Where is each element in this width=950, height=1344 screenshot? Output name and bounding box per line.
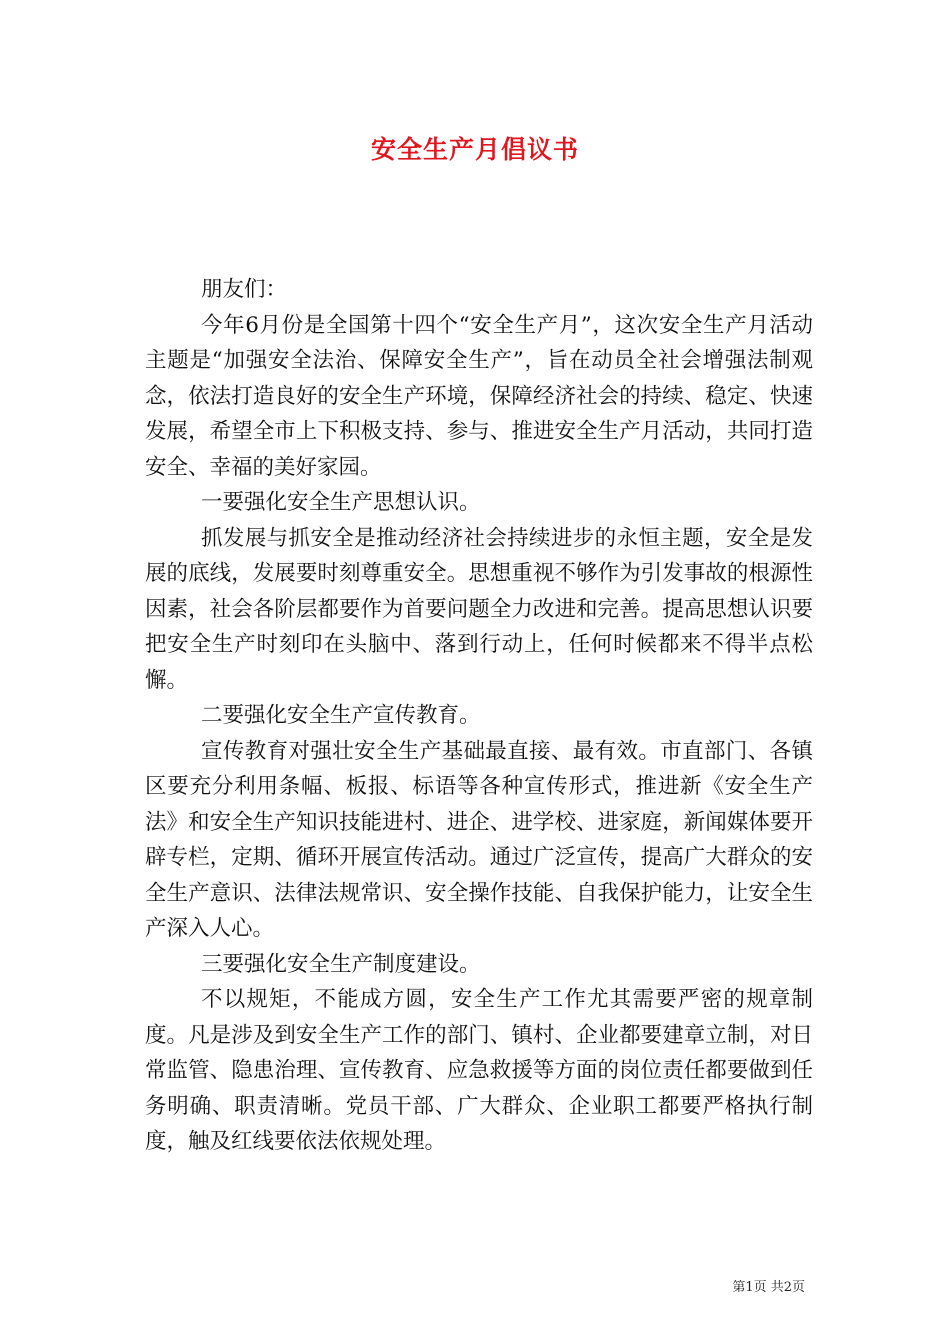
section-paragraph-2: 宣传教育对强壮安全生产基础最直接、最有效。市直部门、各镇区要充分利用条幅、板报、标语等各种宣传形式，推进新《安全生产法》和安全生产知识技能进村、进企、进学校、进家庭，新闻媒体要开辟专栏，定期、循环开展宣传活动。通过广泛宣传，提高广大群众的安全生产意识、法律法规常识、安全操作技能、自我保护能力，让安全生产深入人心。 — [145, 738, 813, 941]
section-heading-3: 三要强化安全生产制度建设。 — [201, 951, 481, 977]
section-heading-2: 二要强化安全生产宣传教育。 — [201, 703, 481, 728]
page-title: 安全生产月倡议书 — [370, 135, 579, 164]
section-paragraph-1: 抓发展与抓安全是推动经济社会持续进步的永恒主题，安全是发展的底线，发展要时刻尊重安全。思想重视不够作为引发事故的根源性因素，社会各阶层都要作为首要问题全力改进和完善。提高思想认识要把安全生产时刻印在头脑中、落到行动上，任何时候都来不得半点松懈。 — [145, 525, 813, 693]
greeting-paragraph: 朋友们： — [201, 277, 288, 302]
intro-paragraph: 今年6月份是全国第十四个“安全生产月”，这次安全生产月活动主题是“加强安全法治、保障安全生产”，旨在动员全社会增强法制观念，依法打造良好的安全生产环境，保障经济社会的持续、稳定、快速发展，希望全市上下积极支持、参与、推进安全生产月活动，共同打造安全、幸福的美好家园。 — [145, 312, 813, 480]
section-heading-1: 一要强化安全生产思想认识。 — [201, 490, 481, 515]
document-body — [145, 272, 813, 1160]
page-number: 第1页 共2页 — [732, 1280, 805, 1295]
section-paragraph-3: 不以规矩，不能成方圆，安全生产工作尤其需要严密的规章制度。凡是涉及到安全生产工作的部门、镇村、企业都要建章立制，对日常监管、隐患治理、宣传教育、应急救援等方面的岗位责任都要做到任务明确、职责清晰。党员干部、广大群众、企业职工都要严格执行制度，触及红线要依法依规处理。 — [145, 987, 813, 1154]
